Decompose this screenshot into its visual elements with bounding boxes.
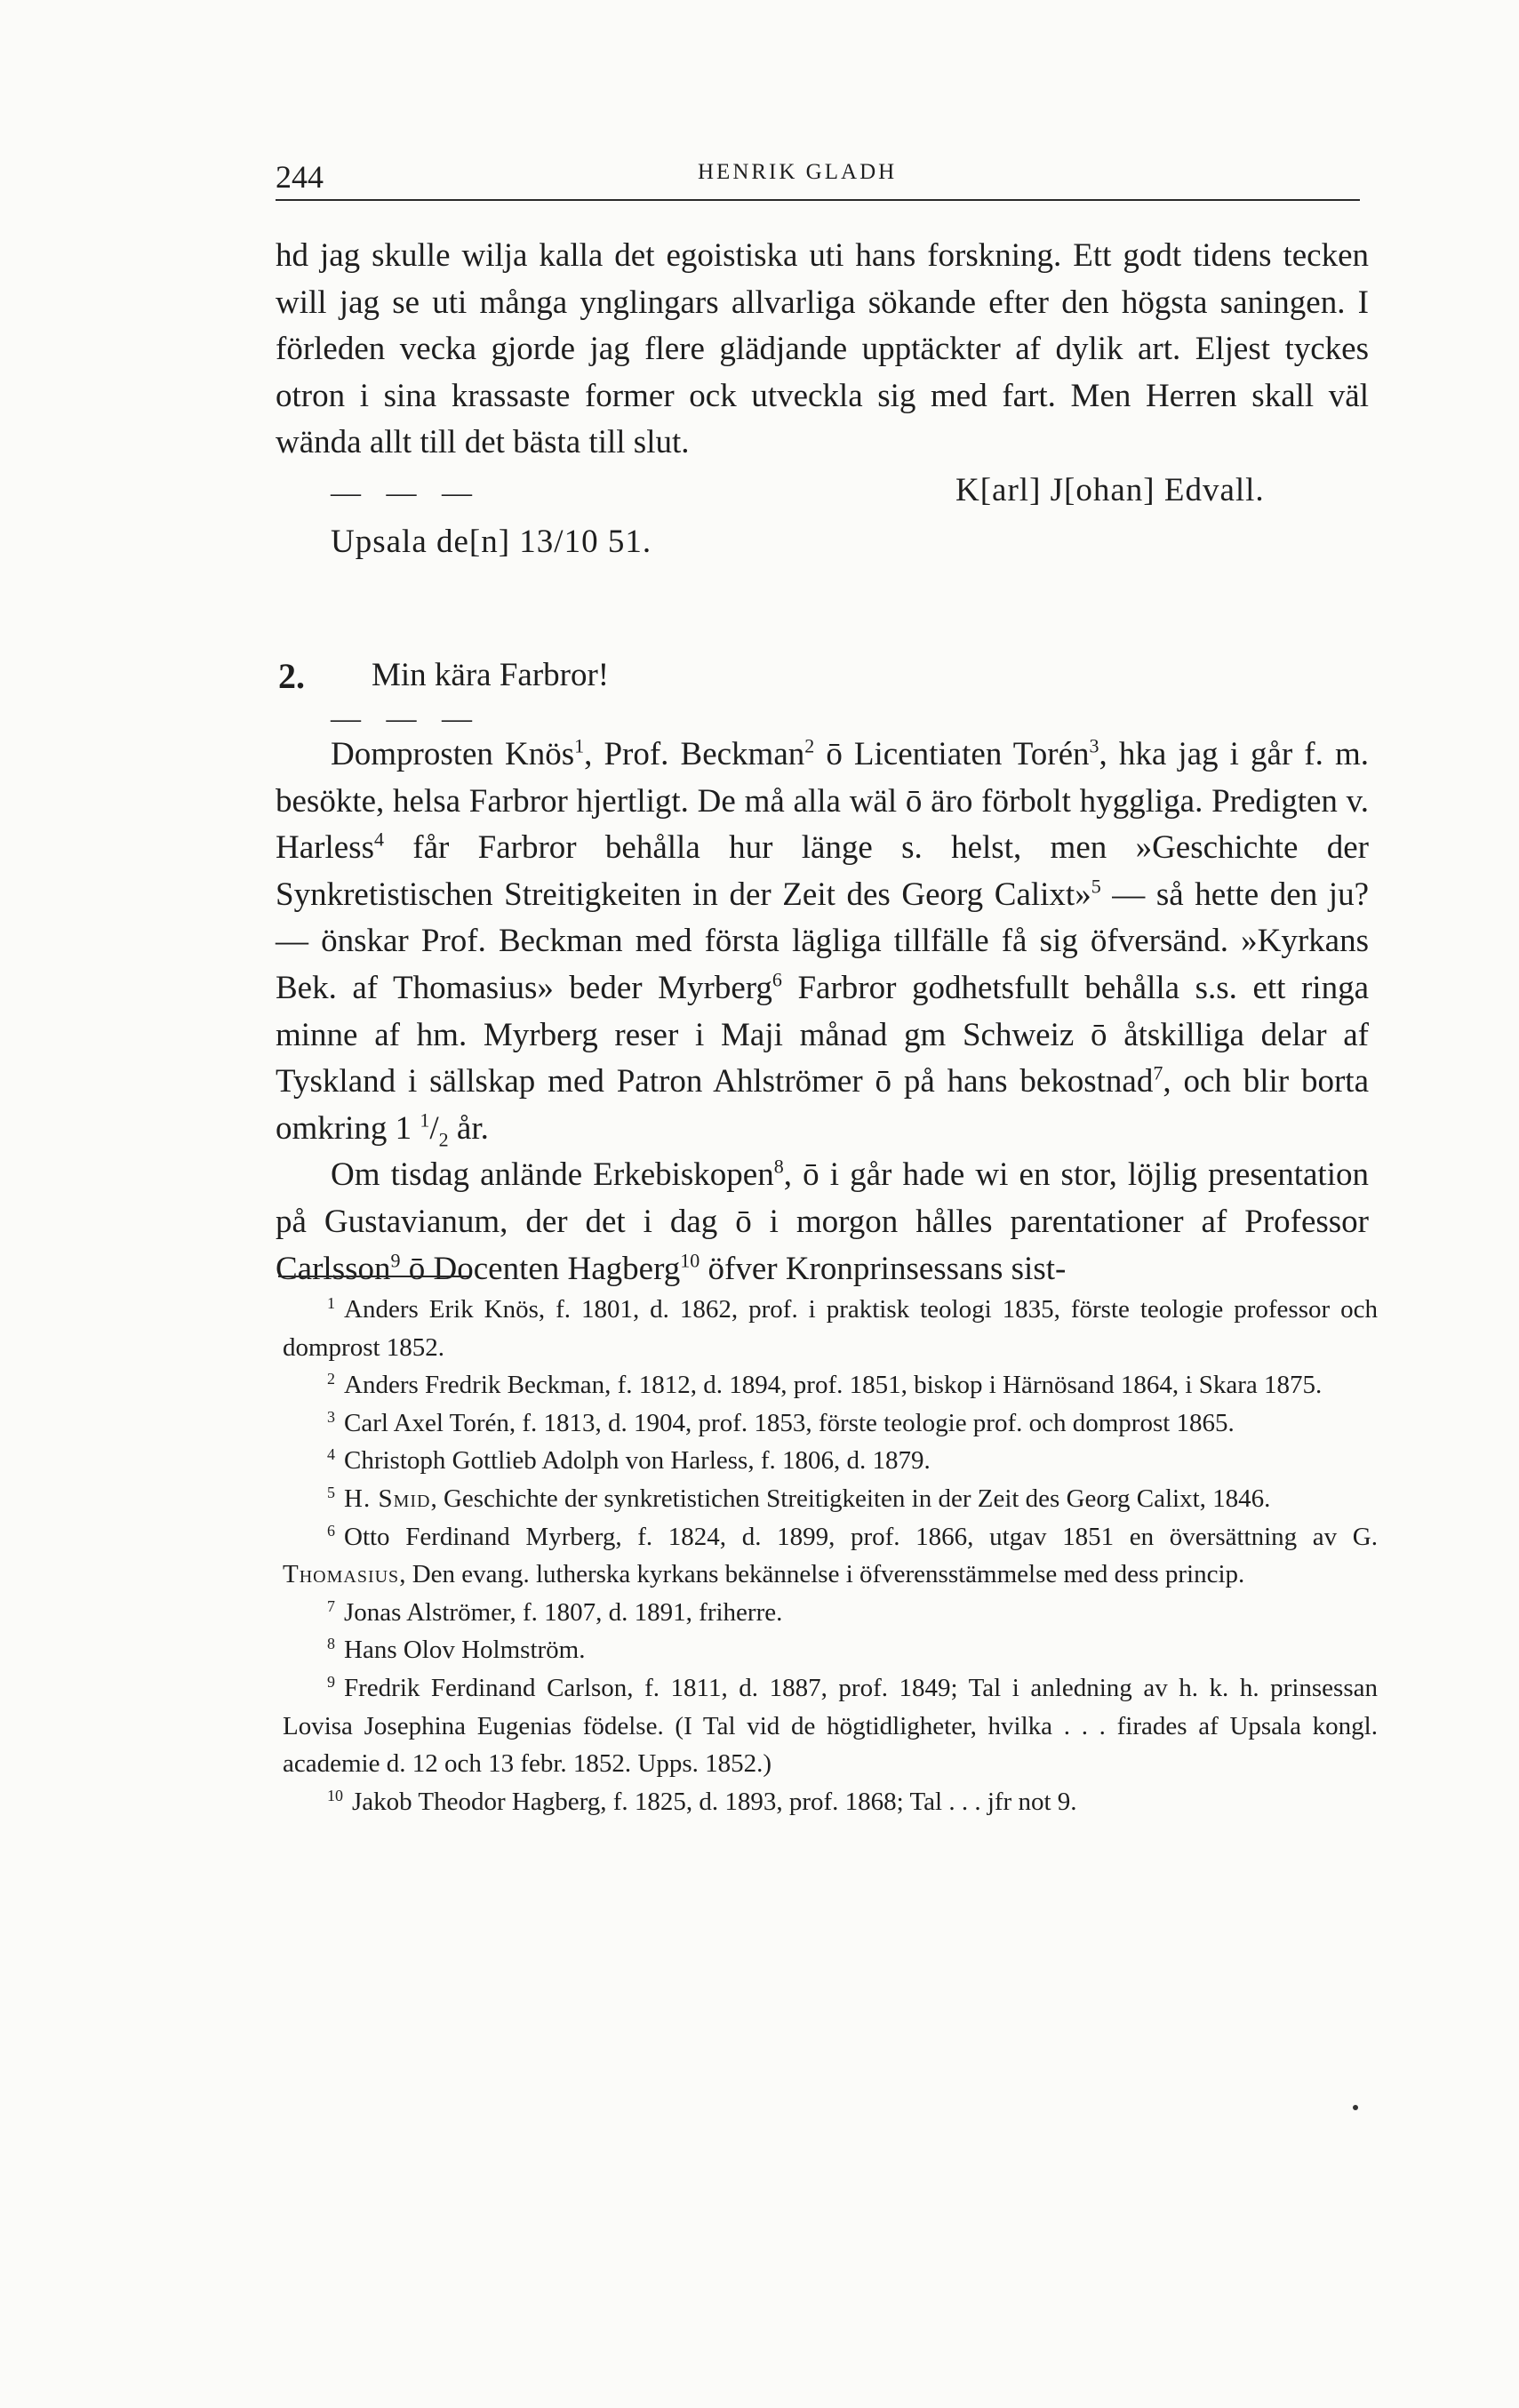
letter-2-paragraph-1: Domprosten Knös$^1$, Prof. Beckman$^2$ ō Licentiaten Torén$^3$, hka jag i går f. m. besökte, helsa Farbror hjertligt. De må alla wäl ō äro förbolt hyggliga. Predigten v. Harless$^4$ får Farbror behålla hur länge s. helst, men »Geschichte der Synkretistischen Streitigkeiten in der Zeit des Georg Calixt»$^5$ — så hette den ju? — önskar Prof. Beckman med första lägliga tillfälle få sig öfversänd. »Kyrkans Bek. af Thomasius» beder Myrberg$^6$ Farbror godhetsfullt behålla s.s. ett ringa minne af hm. Myrberg reser i Maji månad gm Schweiz ō åtskilliga delar af Tyskland i sällskap med Patron Ahlströmer ō på hans bekostnad$^7$, och blir borta omkring 1 $^1/_2$ år. bbox=[276, 734, 1370, 1151]
footnote-9: $^9$ Fredrik Ferdinand Carlson, f. 1811, d. 1887, prof. 1849; Tal i anledning av h. k. h. prinsessan Lovisa Josephina Eugenias födelse. (I Tal vid de högtidligheter, hvilka . . . firades af Upsala kongl. academie d. 12 och 13 febr. 1852. Upps. 1852.) bbox=[283, 1673, 1378, 1779]
footnote-3: $^3$ Carl Axel Torén, f. 1813, d. 1904, prof. 1853, förste teologie prof. och domprost 1865. bbox=[327, 1407, 1235, 1437]
page-header bbox=[276, 153, 1360, 201]
footnote-rule bbox=[278, 1276, 469, 1277]
footnote-7: $^7$ Jonas Alströmer, f. 1807, d. 1891, friherre. bbox=[327, 1596, 783, 1627]
footnote-ref-6: 6 bbox=[771, 968, 782, 991]
letter-1-closing bbox=[276, 233, 1369, 467]
footnote-1: $^1$ Anders Erik Knös, f. 1801, d. 1862, prof. i praktisk teologi 1835, förste teologie professor och domprost 1852. bbox=[283, 1294, 1378, 1362]
footnote-2: $^2$ Anders Fredrik Beckman, f. 1812, d. 1894, prof. 1851, biskop i Härnösand 1864, i Skara 1875. bbox=[327, 1370, 1323, 1400]
footnote-ref-1: 1 bbox=[574, 734, 585, 757]
letter-2-body bbox=[276, 732, 1369, 1292]
footnote-5: $^5$ H. Smid, Geschichte der synkretistichen Streitigkeiten in der Zeit des Georg Calixt, 1846. bbox=[327, 1484, 1271, 1513]
letter-2-number: 2. bbox=[278, 656, 305, 696]
footnote-10: $^{10}$ Jakob Theodor Hagberg, f. 1825, d. 1893, prof. 1868; Tal . . . jfr not 9. bbox=[327, 1786, 1077, 1816]
footnote-8: $^8$ Hans Olov Holmström. bbox=[327, 1635, 586, 1665]
letter-1-dashes: — — — bbox=[331, 476, 481, 509]
footnote-ref-7: 7 bbox=[1153, 1061, 1163, 1084]
letter-2-salutation: Min kära Farbror! bbox=[372, 657, 610, 693]
letter-2-dashes: — — — bbox=[331, 702, 481, 735]
footnote-4: $^4$ Christoph Gottlieb Adolph von Harless, f. 1806, d. 1879. bbox=[327, 1445, 931, 1476]
running-head: HENRIK GLADH bbox=[698, 160, 898, 184]
fraction-numerator: 1 bbox=[420, 1108, 430, 1132]
letter-2-paragraph-2: Om tisdag anlände Erkebiskopen$^8$, ō i går hade wi en stor, löjlig presentation på Gustavianum, der det i dag ō i morgon hålles parentationer af Professor Carlsson$^9$ ō Docenten Hagberg$^{10}$ öfver Kronprinsessans sist- bbox=[276, 1156, 1369, 1287]
letter-1-dateline: Upsala de[n] 13/10 51. bbox=[331, 524, 652, 560]
footnote-ref-3: 3 bbox=[1089, 734, 1099, 757]
fraction-denominator: 2 bbox=[438, 1128, 449, 1151]
letter-1-signature: K[arl] J[ohan] Edvall. bbox=[955, 472, 1265, 508]
footnote-ref-5: 5 bbox=[1091, 875, 1101, 898]
footnote-6: $^6$ Otto Ferdinand Myrberg, f. 1824, d. 1899, prof. 1866, utgav 1851 en översättning av G. Thomasius, Den evang. lutherska kyrkans bekännelse i öfverensstämmelse med dess princip. bbox=[283, 1521, 1378, 1589]
footnote-ref-8: 8 bbox=[773, 1156, 784, 1179]
footnote-ref-9: 9 bbox=[390, 1249, 401, 1272]
footnotes bbox=[283, 1291, 1378, 1820]
ink-dot bbox=[1353, 2105, 1358, 2110]
footnote-ref-10: 10 bbox=[680, 1249, 700, 1272]
footnote-ref-2: 2 bbox=[804, 734, 815, 757]
letter-1-paragraph: hd jag skulle wilja kalla det egoistiska uti hans forskning. Ett godt tidens tecken will jag se uti många ynglingars allvarliga sökande efter den högsta saningen. I förleden vecka gjorde jag flere glädjande upptäckter af dylik art. Eljest tyckes otron i sina krassaste former ock utveckla sig med fart. Men Herren skall väl wända allt till det bästa till slut. bbox=[276, 237, 1369, 461]
footnote-ref-4: 4 bbox=[373, 828, 384, 851]
page-number: 244 bbox=[276, 159, 324, 195]
